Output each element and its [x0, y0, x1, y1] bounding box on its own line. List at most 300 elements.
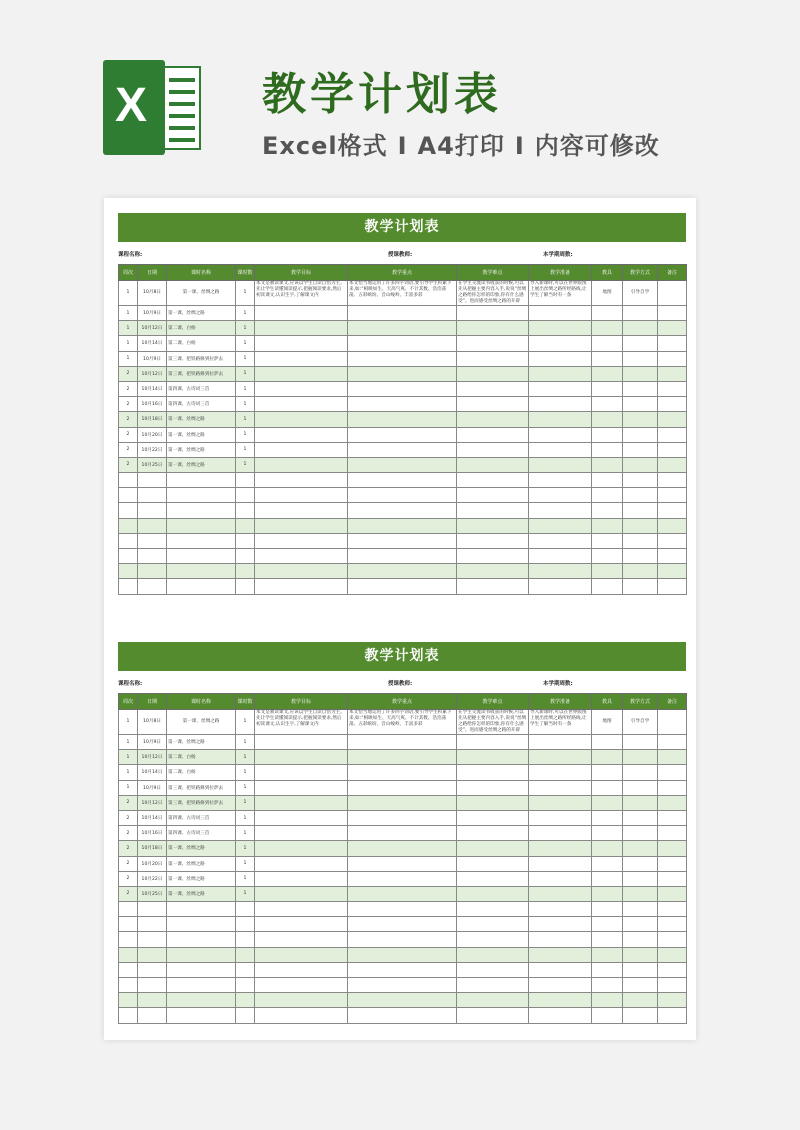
cell-empty[interactable] [623, 306, 658, 321]
cell-lesson-name[interactable]: 第二课、白杨 [167, 321, 236, 336]
cell-week[interactable]: 1 [119, 750, 138, 765]
cell-date[interactable] [138, 978, 167, 993]
cell-empty[interactable] [457, 549, 529, 564]
cell-empty[interactable] [529, 473, 592, 488]
cell-empty[interactable] [348, 917, 457, 932]
cell-empty[interactable] [255, 306, 348, 321]
cell-empty[interactable] [529, 871, 592, 886]
cell-week[interactable] [119, 932, 138, 947]
cell-empty[interactable] [348, 871, 457, 886]
cell-empty[interactable] [658, 932, 687, 947]
cell-empty[interactable] [623, 397, 658, 412]
cell-empty[interactable] [529, 962, 592, 977]
cell-empty[interactable] [623, 932, 658, 947]
cell-empty[interactable] [457, 978, 529, 993]
cell-empty[interactable] [255, 735, 348, 750]
cell-lesson-name[interactable]: 第二课、白杨 [167, 336, 236, 351]
cell-date[interactable] [138, 947, 167, 962]
cell-lesson-name[interactable] [167, 917, 236, 932]
cell-week[interactable]: 1 [119, 351, 138, 366]
cell-date[interactable]: 10月14日 [138, 336, 167, 351]
cell-empty[interactable] [348, 518, 457, 533]
cell-empty[interactable] [348, 564, 457, 579]
cell-lesson-name[interactable]: 第三课、把铁路修到拉萨去 [167, 780, 236, 795]
cell-empty[interactable] [658, 810, 687, 825]
cell-method[interactable]: 引导自学 [623, 281, 658, 306]
cell-lesson-name[interactable]: 第四课、古诗词三首 [167, 381, 236, 396]
cell-empty[interactable] [348, 321, 457, 336]
cell-empty[interactable] [255, 917, 348, 932]
cell-empty[interactable] [592, 579, 623, 594]
cell-empty[interactable] [592, 473, 623, 488]
cell-empty[interactable] [255, 962, 348, 977]
cell-empty[interactable] [348, 533, 457, 548]
cell-empty[interactable] [255, 351, 348, 366]
cell-empty[interactable] [457, 947, 529, 962]
cell-empty[interactable] [623, 902, 658, 917]
cell-empty[interactable] [529, 549, 592, 564]
cell-empty[interactable] [529, 381, 592, 396]
cell-lesson-name[interactable]: 第一课、丝绸之路 [167, 841, 236, 856]
cell-empty[interactable] [592, 978, 623, 993]
cell-empty[interactable] [658, 917, 687, 932]
cell-hours[interactable] [236, 564, 255, 579]
cell-empty[interactable] [457, 518, 529, 533]
cell-empty[interactable] [529, 397, 592, 412]
cell-week[interactable]: 2 [119, 886, 138, 901]
cell-hours[interactable]: 1 [236, 841, 255, 856]
cell-empty[interactable] [255, 381, 348, 396]
cell-week[interactable]: 2 [119, 795, 138, 810]
cell-empty[interactable] [658, 518, 687, 533]
cell-empty[interactable] [658, 795, 687, 810]
cell-empty[interactable] [255, 871, 348, 886]
cell-empty[interactable] [529, 427, 592, 442]
cell-empty[interactable] [348, 735, 457, 750]
cell-empty[interactable] [592, 366, 623, 381]
cell-tools[interactable]: 地图 [592, 281, 623, 306]
cell-week[interactable] [119, 993, 138, 1008]
cell-empty[interactable] [623, 780, 658, 795]
cell-empty[interactable] [658, 841, 687, 856]
cell-empty[interactable] [348, 810, 457, 825]
cell-empty[interactable] [658, 473, 687, 488]
cell-empty[interactable] [623, 457, 658, 472]
cell-week[interactable]: 1 [119, 281, 138, 306]
cell-date[interactable] [138, 533, 167, 548]
cell-week[interactable] [119, 549, 138, 564]
cell-empty[interactable] [658, 533, 687, 548]
cell-empty[interactable] [255, 856, 348, 871]
cell-empty[interactable] [658, 962, 687, 977]
cell-hours[interactable] [236, 518, 255, 533]
cell-empty[interactable] [658, 321, 687, 336]
cell-week[interactable]: 2 [119, 442, 138, 457]
cell-hours[interactable] [236, 993, 255, 1008]
cell-lesson-name[interactable] [167, 564, 236, 579]
cell-empty[interactable] [457, 810, 529, 825]
cell-date[interactable] [138, 1008, 167, 1023]
cell-date[interactable]: 10月9日 [138, 306, 167, 321]
cell-week[interactable]: 2 [119, 826, 138, 841]
cell-goal[interactable]: 本文是教读课文,应该以学生自读自悟为主。先让学生读懂阅读提示,把握阅读要求,然后初读课文,认识生字,了解课文内 [255, 281, 348, 306]
cell-week[interactable]: 2 [119, 397, 138, 412]
cell-empty[interactable] [457, 457, 529, 472]
cell-empty[interactable] [348, 947, 457, 962]
cell-empty[interactable] [658, 427, 687, 442]
cell-empty[interactable] [255, 932, 348, 947]
cell-empty[interactable] [255, 841, 348, 856]
cell-date[interactable]: 10月16日 [138, 826, 167, 841]
cell-week[interactable] [119, 488, 138, 503]
cell-empty[interactable] [457, 412, 529, 427]
cell-week[interactable] [119, 978, 138, 993]
cell-empty[interactable] [348, 993, 457, 1008]
cell-week[interactable]: 1 [119, 321, 138, 336]
cell-hours[interactable] [236, 978, 255, 993]
cell-week[interactable] [119, 962, 138, 977]
cell-empty[interactable] [255, 427, 348, 442]
cell-date[interactable]: 10月9日 [138, 735, 167, 750]
cell-hours[interactable] [236, 932, 255, 947]
cell-date[interactable] [138, 473, 167, 488]
cell-week[interactable]: 2 [119, 412, 138, 427]
cell-empty[interactable] [457, 503, 529, 518]
cell-empty[interactable] [529, 412, 592, 427]
cell-empty[interactable] [348, 457, 457, 472]
cell-empty[interactable] [658, 902, 687, 917]
cell-empty[interactable] [529, 735, 592, 750]
cell-date[interactable] [138, 579, 167, 594]
cell-empty[interactable] [592, 780, 623, 795]
cell-date[interactable]: 10月8日 [138, 281, 167, 306]
cell-empty[interactable] [623, 473, 658, 488]
cell-week[interactable] [119, 503, 138, 518]
cell-week[interactable]: 2 [119, 457, 138, 472]
cell-difficulty[interactable]: 在学生交流读书收获的时候,可以先从把握主要内容入手,说说“丝绸之路给你怎样的印象,你有什么感受”。进而感受丝绸之路的开辟 [457, 710, 529, 735]
cell-lesson-name[interactable]: 第三课、把铁路修到拉萨去 [167, 795, 236, 810]
cell-lesson-name[interactable] [167, 503, 236, 518]
cell-empty[interactable] [255, 765, 348, 780]
cell-week[interactable] [119, 917, 138, 932]
cell-hours[interactable]: 1 [236, 780, 255, 795]
cell-empty[interactable] [457, 306, 529, 321]
cell-empty[interactable] [348, 549, 457, 564]
cell-key-point[interactable]: 本文恰当地运用了许多四字词语,要引导学生积累下来,如:“相映如生、天高气爽、不计其数、浩浩荡荡、五彩缤纷、音山峻岭、丰富多彩 [348, 281, 457, 306]
cell-date[interactable]: 10月12日 [138, 750, 167, 765]
cell-lesson-name[interactable] [167, 978, 236, 993]
cell-empty[interactable] [592, 518, 623, 533]
cell-empty[interactable] [658, 397, 687, 412]
cell-lesson-name[interactable]: 第一课、丝绸之路 [167, 886, 236, 901]
cell-empty[interactable] [592, 412, 623, 427]
cell-goal[interactable]: 本文是教读课文,应该以学生自读自悟为主。先让学生读懂阅读提示,把握阅读要求,然后初读课文,认识生字,了解课文内 [255, 710, 348, 735]
cell-empty[interactable] [623, 962, 658, 977]
cell-empty[interactable] [529, 932, 592, 947]
cell-lesson-name[interactable] [167, 962, 236, 977]
cell-empty[interactable] [592, 993, 623, 1008]
cell-empty[interactable] [529, 902, 592, 917]
cell-method[interactable]: 引导自学 [623, 710, 658, 735]
cell-empty[interactable] [529, 579, 592, 594]
cell-empty[interactable] [592, 503, 623, 518]
cell-lesson-name[interactable]: 第四课、古诗词三首 [167, 826, 236, 841]
cell-empty[interactable] [658, 750, 687, 765]
cell-empty[interactable] [255, 886, 348, 901]
cell-empty[interactable] [348, 886, 457, 901]
cell-preparation[interactable]: 导入新课时,可以在世界版图上展出丝绸之路所经路线,让学生了解当时有一条 [529, 710, 592, 735]
cell-empty[interactable] [529, 564, 592, 579]
cell-empty[interactable] [255, 947, 348, 962]
cell-lesson-name[interactable]: 第四课、古诗词三首 [167, 810, 236, 825]
cell-empty[interactable] [529, 750, 592, 765]
cell-empty[interactable] [255, 518, 348, 533]
cell-empty[interactable] [658, 1008, 687, 1023]
cell-empty[interactable] [255, 412, 348, 427]
cell-empty[interactable] [623, 947, 658, 962]
cell-empty[interactable] [658, 336, 687, 351]
cell-date[interactable]: 10月25日 [138, 457, 167, 472]
cell-lesson-name[interactable] [167, 902, 236, 917]
cell-empty[interactable] [592, 321, 623, 336]
cell-empty[interactable] [623, 549, 658, 564]
cell-empty[interactable] [529, 366, 592, 381]
cell-lesson-name[interactable]: 第一课、丝绸之路 [167, 412, 236, 427]
cell-empty[interactable] [658, 947, 687, 962]
cell-date[interactable]: 10月18日 [138, 841, 167, 856]
cell-empty[interactable] [529, 795, 592, 810]
cell-empty[interactable] [255, 780, 348, 795]
cell-empty[interactable] [348, 473, 457, 488]
cell-week[interactable] [119, 579, 138, 594]
cell-empty[interactable] [658, 780, 687, 795]
cell-empty[interactable] [658, 457, 687, 472]
cell-empty[interactable] [255, 978, 348, 993]
cell-hours[interactable]: 1 [236, 412, 255, 427]
cell-date[interactable]: 10月20日 [138, 856, 167, 871]
cell-empty[interactable] [658, 412, 687, 427]
cell-week[interactable] [119, 1008, 138, 1023]
cell-lesson-name[interactable]: 第三课、把铁路修到拉萨去 [167, 366, 236, 381]
cell-date[interactable] [138, 564, 167, 579]
cell-empty[interactable] [623, 993, 658, 1008]
cell-empty[interactable] [592, 533, 623, 548]
cell-empty[interactable] [457, 397, 529, 412]
cell-empty[interactable] [658, 503, 687, 518]
cell-empty[interactable] [255, 810, 348, 825]
cell-empty[interactable] [255, 549, 348, 564]
cell-empty[interactable] [529, 947, 592, 962]
cell-hours[interactable] [236, 917, 255, 932]
cell-hours[interactable]: 1 [236, 321, 255, 336]
cell-date[interactable]: 10月12日 [138, 795, 167, 810]
cell-empty[interactable] [623, 856, 658, 871]
cell-lesson-name[interactable]: 第一课、丝绸之路 [167, 735, 236, 750]
cell-hours[interactable]: 1 [236, 336, 255, 351]
cell-hours[interactable]: 1 [236, 457, 255, 472]
cell-empty[interactable] [529, 810, 592, 825]
cell-date[interactable] [138, 917, 167, 932]
cell-empty[interactable] [529, 841, 592, 856]
cell-empty[interactable] [592, 947, 623, 962]
cell-empty[interactable] [529, 826, 592, 841]
cell-empty[interactable] [658, 306, 687, 321]
cell-date[interactable]: 10月16日 [138, 397, 167, 412]
cell-empty[interactable] [592, 442, 623, 457]
cell-week[interactable]: 1 [119, 780, 138, 795]
cell-empty[interactable] [529, 978, 592, 993]
cell-hours[interactable]: 1 [236, 750, 255, 765]
cell-empty[interactable] [529, 780, 592, 795]
cell-hours[interactable]: 1 [236, 735, 255, 750]
cell-empty[interactable] [457, 917, 529, 932]
cell-empty[interactable] [457, 442, 529, 457]
cell-week[interactable] [119, 518, 138, 533]
cell-empty[interactable] [457, 795, 529, 810]
cell-date[interactable] [138, 488, 167, 503]
cell-week[interactable]: 1 [119, 735, 138, 750]
cell-empty[interactable] [457, 321, 529, 336]
cell-lesson-name[interactable]: 第一课、丝绸之路 [167, 442, 236, 457]
cell-week[interactable]: 1 [119, 306, 138, 321]
cell-empty[interactable] [255, 579, 348, 594]
cell-empty[interactable] [623, 826, 658, 841]
cell-empty[interactable] [658, 765, 687, 780]
cell-empty[interactable] [623, 765, 658, 780]
cell-empty[interactable] [623, 564, 658, 579]
cell-empty[interactable] [457, 826, 529, 841]
cell-empty[interactable] [255, 826, 348, 841]
cell-empty[interactable] [457, 366, 529, 381]
cell-empty[interactable] [348, 795, 457, 810]
cell-empty[interactable] [658, 735, 687, 750]
cell-empty[interactable] [457, 962, 529, 977]
cell-empty[interactable] [592, 457, 623, 472]
cell-week[interactable]: 2 [119, 366, 138, 381]
cell-lesson-name[interactable]: 第一课、丝绸之路 [167, 281, 236, 306]
cell-date[interactable]: 10月9日 [138, 351, 167, 366]
cell-empty[interactable] [348, 427, 457, 442]
cell-empty[interactable] [658, 871, 687, 886]
cell-empty[interactable] [348, 503, 457, 518]
cell-empty[interactable] [457, 488, 529, 503]
cell-empty[interactable] [255, 533, 348, 548]
cell-empty[interactable] [623, 795, 658, 810]
cell-empty[interactable] [348, 962, 457, 977]
cell-note[interactable] [658, 710, 687, 735]
cell-hours[interactable]: 1 [236, 710, 255, 735]
cell-empty[interactable] [529, 336, 592, 351]
cell-empty[interactable] [658, 826, 687, 841]
cell-week[interactable]: 2 [119, 810, 138, 825]
cell-hours[interactable]: 1 [236, 886, 255, 901]
cell-hours[interactable]: 1 [236, 427, 255, 442]
cell-empty[interactable] [348, 765, 457, 780]
cell-hours[interactable]: 1 [236, 381, 255, 396]
cell-empty[interactable] [623, 336, 658, 351]
cell-empty[interactable] [348, 856, 457, 871]
cell-empty[interactable] [592, 932, 623, 947]
cell-empty[interactable] [348, 978, 457, 993]
cell-empty[interactable] [255, 457, 348, 472]
cell-empty[interactable] [623, 978, 658, 993]
cell-empty[interactable] [592, 351, 623, 366]
cell-date[interactable]: 10月22日 [138, 871, 167, 886]
cell-empty[interactable] [255, 473, 348, 488]
cell-lesson-name[interactable] [167, 549, 236, 564]
cell-empty[interactable] [658, 442, 687, 457]
cell-empty[interactable] [529, 351, 592, 366]
cell-empty[interactable] [623, 750, 658, 765]
cell-hours[interactable]: 1 [236, 366, 255, 381]
cell-empty[interactable] [529, 1008, 592, 1023]
cell-empty[interactable] [348, 336, 457, 351]
cell-empty[interactable] [623, 841, 658, 856]
cell-empty[interactable] [592, 871, 623, 886]
cell-empty[interactable] [529, 321, 592, 336]
cell-empty[interactable] [457, 336, 529, 351]
cell-empty[interactable] [348, 412, 457, 427]
cell-hours[interactable]: 1 [236, 795, 255, 810]
cell-empty[interactable] [658, 856, 687, 871]
cell-empty[interactable] [255, 442, 348, 457]
cell-empty[interactable] [529, 306, 592, 321]
cell-empty[interactable] [348, 902, 457, 917]
cell-empty[interactable] [592, 564, 623, 579]
cell-empty[interactable] [592, 427, 623, 442]
cell-empty[interactable] [592, 750, 623, 765]
cell-hours[interactable]: 1 [236, 351, 255, 366]
cell-empty[interactable] [623, 810, 658, 825]
cell-empty[interactable] [623, 427, 658, 442]
cell-empty[interactable] [255, 336, 348, 351]
cell-lesson-name[interactable]: 第四课、古诗词三首 [167, 397, 236, 412]
cell-empty[interactable] [658, 978, 687, 993]
cell-week[interactable] [119, 947, 138, 962]
cell-empty[interactable] [348, 750, 457, 765]
cell-empty[interactable] [592, 886, 623, 901]
cell-week[interactable]: 2 [119, 856, 138, 871]
cell-empty[interactable] [592, 306, 623, 321]
cell-empty[interactable] [592, 549, 623, 564]
cell-week[interactable] [119, 533, 138, 548]
cell-empty[interactable] [623, 579, 658, 594]
cell-empty[interactable] [592, 841, 623, 856]
cell-empty[interactable] [592, 795, 623, 810]
cell-empty[interactable] [623, 442, 658, 457]
cell-empty[interactable] [255, 397, 348, 412]
cell-empty[interactable] [457, 886, 529, 901]
cell-lesson-name[interactable]: 第二课、白杨 [167, 750, 236, 765]
cell-lesson-name[interactable]: 第一课、丝绸之路 [167, 710, 236, 735]
cell-lesson-name[interactable] [167, 533, 236, 548]
cell-date[interactable] [138, 518, 167, 533]
cell-lesson-name[interactable] [167, 473, 236, 488]
cell-empty[interactable] [457, 1008, 529, 1023]
cell-lesson-name[interactable] [167, 488, 236, 503]
cell-hours[interactable] [236, 1008, 255, 1023]
cell-hours[interactable]: 1 [236, 765, 255, 780]
cell-week[interactable]: 1 [119, 765, 138, 780]
cell-empty[interactable] [592, 397, 623, 412]
cell-empty[interactable] [255, 1008, 348, 1023]
cell-lesson-name[interactable] [167, 932, 236, 947]
cell-empty[interactable] [658, 488, 687, 503]
cell-empty[interactable] [348, 381, 457, 396]
cell-empty[interactable] [623, 1008, 658, 1023]
cell-week[interactable]: 1 [119, 710, 138, 735]
cell-empty[interactable] [529, 993, 592, 1008]
